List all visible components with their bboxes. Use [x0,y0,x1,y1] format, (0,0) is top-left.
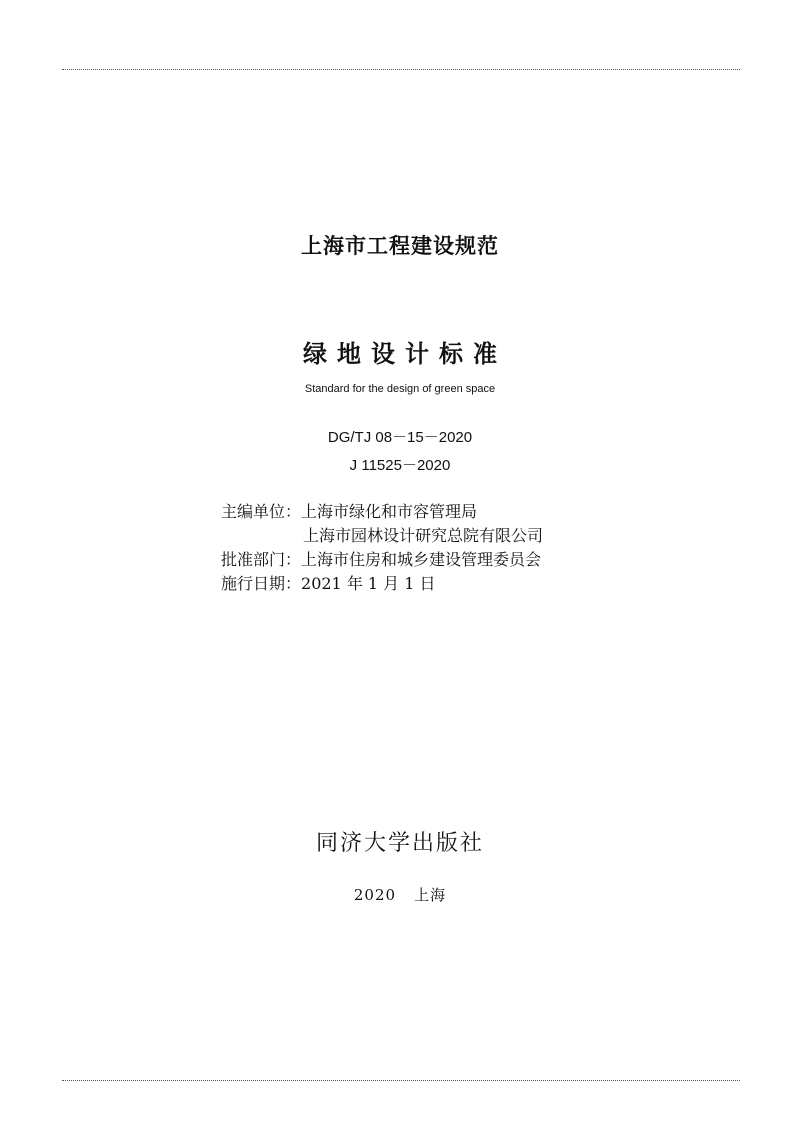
approval-row [221,548,543,572]
editor-row-secondary [221,524,543,548]
standard-code: DG/TJ 08－15－2020 [327,429,473,446]
top-dotted-rule [62,69,740,70]
effective-row [221,572,543,596]
bottom-dotted-rule [62,1080,740,1081]
document-info-block [221,500,543,596]
editor-secondary: 上海市园林设计研究总院有限公司 [303,526,544,545]
document-title: 绿地设计标准 [303,340,507,368]
publication-city: 上海 [414,886,447,904]
approval-authority: 上海市住房和城乡建设管理委员会 [301,550,542,569]
editor-primary: 上海市绿化和市容管理局 [301,502,478,521]
record-code: J 11525－2020 [349,457,451,474]
publisher-name: 同济大学出版社 [315,831,484,856]
series-title: 上海市工程建设规范 [301,234,499,258]
effective-label: 施行日期： [221,574,302,593]
approval-label: 批准部门： [221,550,302,569]
publication-line [0,884,800,905]
effective-date: 2021 年 1 月 1 日 [301,574,436,593]
publication-year: 2020 [353,886,397,904]
editor-label: 主编单位： [221,502,302,521]
editor-row [221,500,543,524]
english-title: Standard for the design of green space [304,383,496,395]
